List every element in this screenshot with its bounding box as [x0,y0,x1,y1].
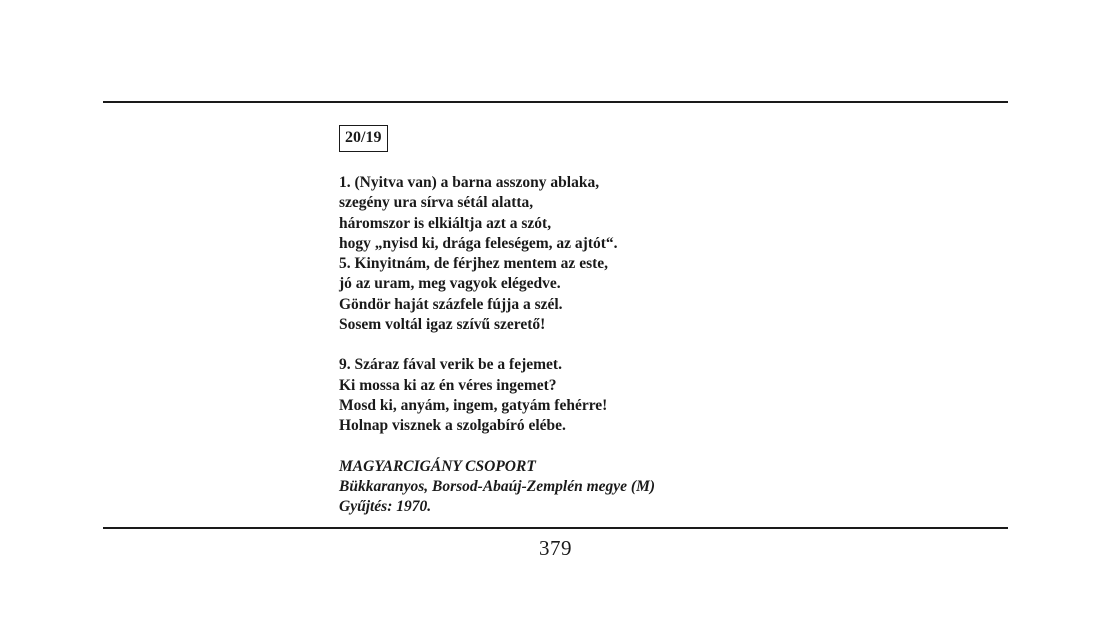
verse-line: Sosem voltál igaz szívű szerető! [339,316,546,334]
verse-line: háromszor is elkiáltja azt a szót, [339,214,552,232]
verse-line: Holnap visznek a szolgabíró elébe. [339,417,566,435]
song-block [339,125,899,517]
top-rule [103,101,1008,103]
source-collection-date: Gyűjtés: 1970. [339,498,432,516]
verse-line: 1. (Nyitva van) a barna asszony ablaka, [339,174,600,191]
source-location: Bükkaranyos, Borsod-Abaúj-Zemplén megye (M) [339,477,656,495]
verse-line: 9. Száraz fával verik be a fejemet. [339,356,562,374]
verse-line: szegény ura sírva sétál alatta, [339,194,534,212]
verse-line: hogy „nyisd ki, drága feleségem, az ajtót“. [339,234,618,252]
verse-line: Göndör haját százfele fújja a szél. [339,295,563,313]
song-number-box: 20/19 [339,125,388,152]
page-number: 379 [539,536,572,560]
stanza-2 [339,355,899,436]
verse-line: Mosd ki, anyám, ingem, gatyám fehérre! [339,396,608,414]
verse-line: 5. Kinyitnám, de férjhez mentem az este, [339,255,609,273]
source-info [339,457,899,518]
source-group: MAGYARCIGÁNY CSOPORT [339,457,536,475]
verse-line: jó az uram, meg vagyok elégedve. [339,275,561,293]
bottom-rule [103,527,1008,529]
verse-line: Ki mossa ki az én véres ingemet? [339,376,557,394]
stanza-1 [339,173,899,335]
